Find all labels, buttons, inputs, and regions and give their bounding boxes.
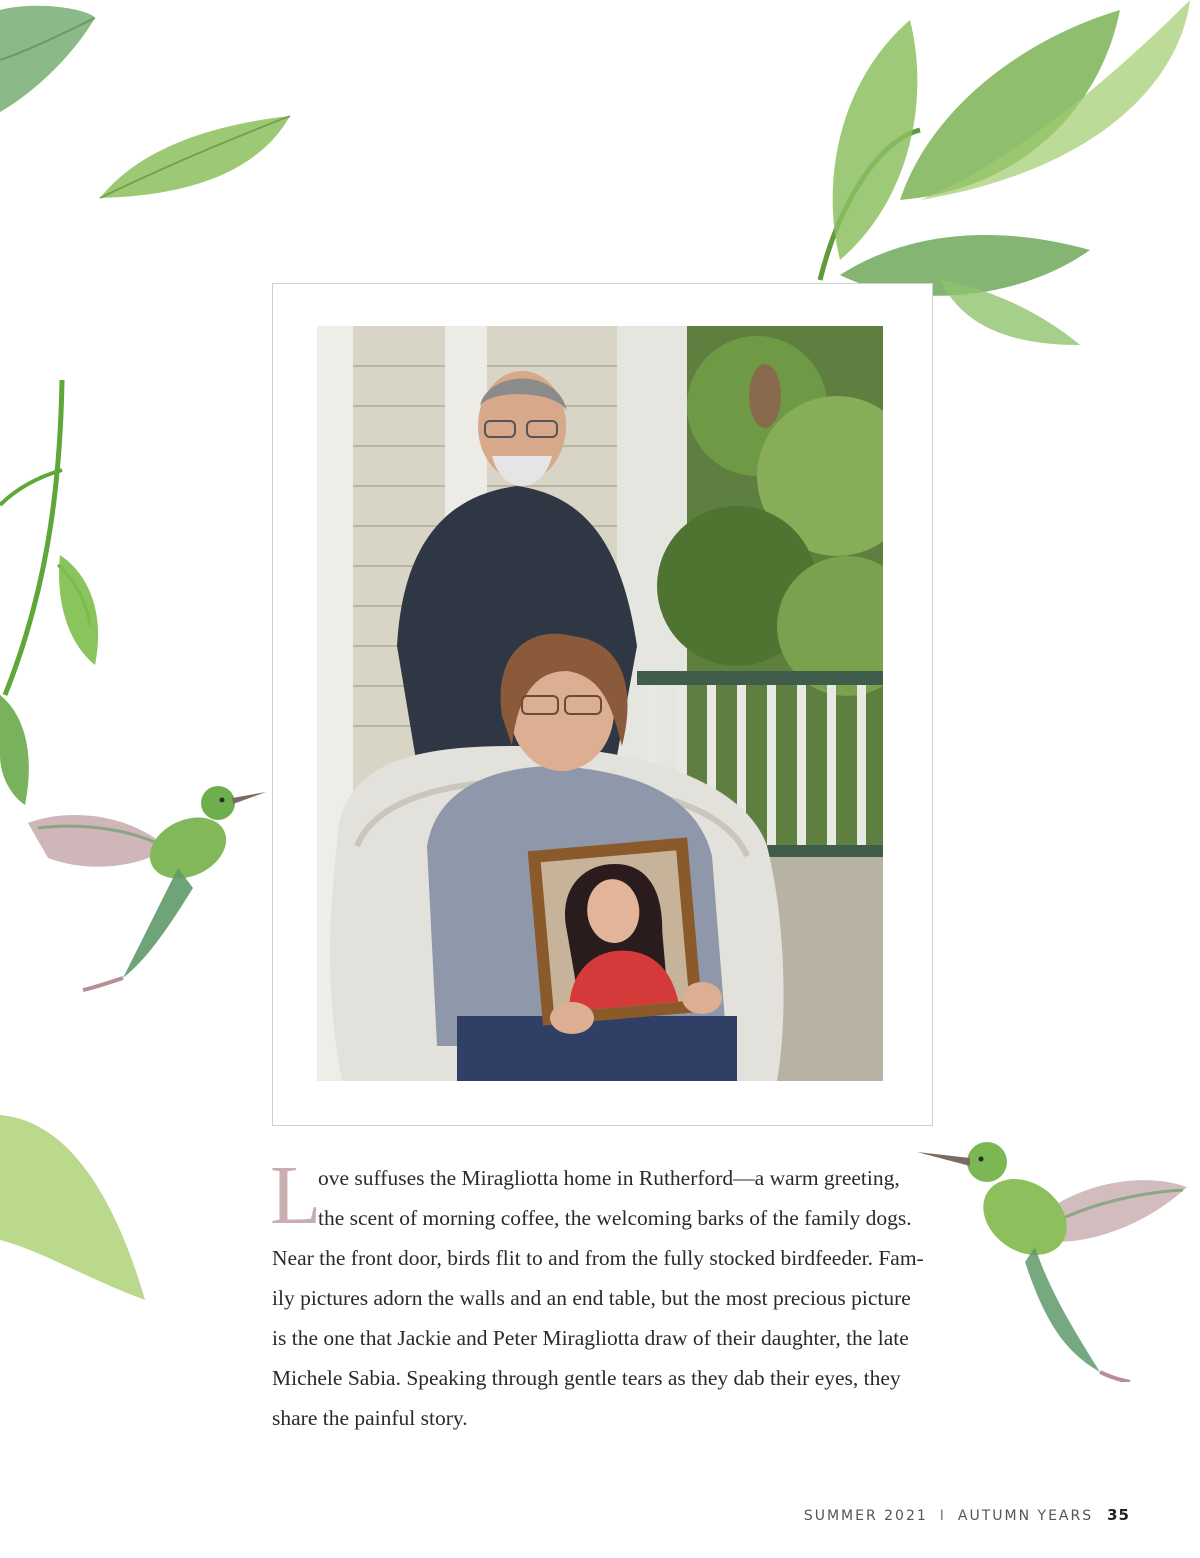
text-line: Near the front door, birds flit to and from the fully stocked birdfeeder. Fam-: [272, 1246, 924, 1270]
text-line: Michele Sabia. Speaking through gentle tears as they dab their eyes, they: [272, 1366, 901, 1390]
family-photo: [317, 326, 883, 1081]
page-footer: [804, 1506, 1130, 1524]
hummingbird-icon: [28, 778, 268, 998]
watercolor-leaf-icon: [0, 375, 110, 825]
watercolor-leaf-icon: [0, 1110, 150, 1305]
porch-photo-illustration: [317, 326, 883, 1081]
issue-label: SUMMER 2021: [803, 1508, 928, 1524]
magazine-name: AUTUMN YEARS: [957, 1508, 1094, 1524]
article-paragraph: [270, 1149, 962, 1438]
drop-cap: L: [270, 1149, 322, 1242]
text-line: is the one that Jackie and Peter Miragliotta draw of their daughter, the late: [272, 1326, 909, 1350]
text-line: the scent of morning coffee, the welcoming barks of the family dogs.: [318, 1206, 912, 1230]
text-line: share the painful story.: [272, 1406, 468, 1430]
page-number: 35: [1107, 1506, 1130, 1524]
text-line: ove suffuses the Miragliotta home in Rutherford—a warm greeting,: [318, 1166, 900, 1190]
watercolor-leaf-icon: [0, 0, 110, 120]
footer-separator: I: [939, 1508, 946, 1524]
text-line: ily pictures adorn the walls and an end table, but the most precious picture: [272, 1286, 911, 1310]
photo-frame: [272, 283, 933, 1126]
watercolor-leaf-icon: [98, 110, 293, 205]
